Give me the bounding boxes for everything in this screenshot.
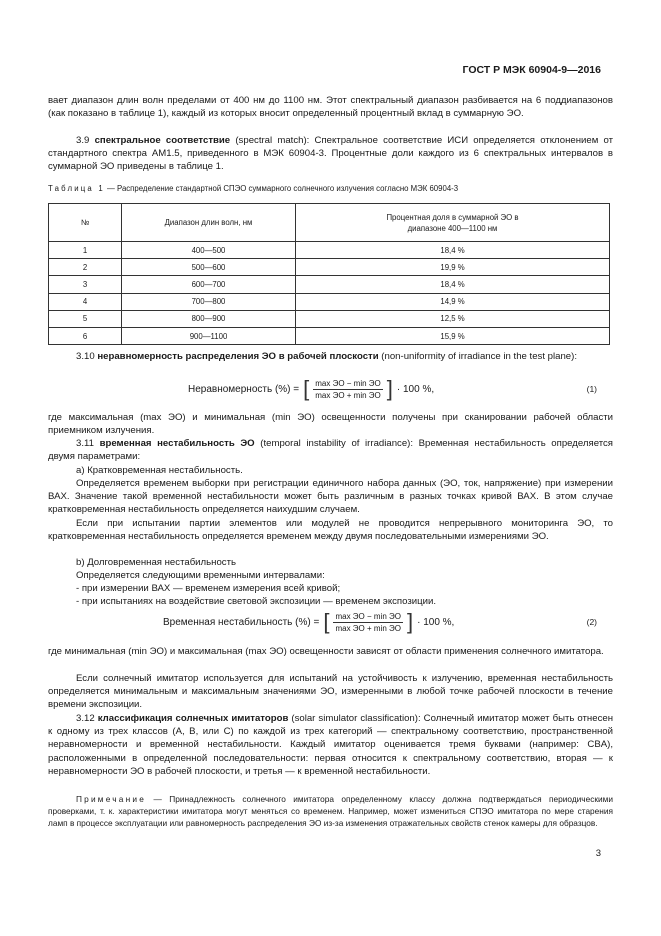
cell-number: 6	[49, 327, 122, 344]
bracket-left: [	[303, 376, 310, 401]
paragraph-3-10	[48, 350, 613, 363]
clause-text: (spectral match): Спектральное соответствие ИСИ определяется отклонением от стандартного спектра AM1.5, приведенного в МЭК 60904-3. Процентные доли каждого из 6 спектральных интервалов в суммарной ЭО приведены в таблице 1.	[48, 135, 614, 173]
bracket-right: ]	[406, 609, 414, 634]
paragraph-short-term-batch: Если при испытании партии элементов или модулей не проводится непрерывного мониторинга ЭО, то кратковременная нестабильность определяется временем между двумя последовательными измерениями ЭО.	[48, 518, 613, 543]
cell-range: 400—500	[122, 242, 296, 259]
table-header-row	[49, 204, 610, 242]
cell-number: 3	[49, 276, 122, 293]
bracket-left: [	[323, 609, 330, 634]
cell-range: 900—1100	[122, 327, 296, 344]
cell-percent: 15,9 %	[296, 327, 610, 344]
note-label: Примечание	[76, 794, 147, 804]
table-row	[49, 259, 610, 276]
fraction	[313, 379, 383, 400]
equation-number-1: (1)	[586, 384, 597, 394]
cell-range: 800—900	[122, 310, 296, 327]
table-caption	[48, 184, 618, 193]
term-classification: классификация солнечных имитаторов	[97, 713, 289, 724]
table-caption-text: — Распределение стандартной СПЭО суммарного солнечного излучения согласно МЭК 60904-3	[104, 184, 459, 193]
paragraph-long-term: b) Долговременная нестабильность	[76, 557, 236, 568]
header-percentage	[296, 204, 610, 242]
header-percentage-text: Процентная доля в суммарной ЭО в диапазоне 400—1100 нм	[386, 212, 519, 233]
paragraph-short-term-desc: Определяется временем выборки при регистрации единичного набора данных (ЭО, ток, напряжение) при измерении ВАХ. Значение такой временной нестабильности может быть различным в разных точках кривой ВАХ. В этом случае кратковременная нестабильность определяется наихудшим случаем.	[48, 478, 613, 516]
term-temporal-instability: временная нестабильность ЭО	[99, 438, 255, 449]
numerator: max ЭО − min ЭО	[315, 378, 381, 388]
cell-number: 2	[49, 259, 122, 276]
formula-lhs: Неравномерность (%) =	[188, 383, 300, 395]
clause-text: (temporal instability of irradiance): Временная нестабильность определяется двумя параметрами:	[48, 438, 613, 463]
cell-percent: 14,9 %	[296, 293, 610, 310]
denominator: max ЭО + min ЭО	[315, 390, 381, 400]
clause-number: 3.9	[76, 135, 90, 146]
term-non-uniformity: неравномерность распределения ЭО в рабочей плоскости	[97, 351, 379, 362]
paragraph-intro: вает диапазон длин волн пределами от 400 нм до 1100 нм. Этот спектральный диапазон разбивается на 6 поддиапазонов (как показано в таблице 1), каждый из которых вносит определенный процентный вклад в суммарную ЭО.	[48, 95, 613, 120]
cell-percent: 19,9 %	[296, 259, 610, 276]
formula-2	[163, 611, 454, 633]
cell-percent: 18,4 %	[296, 276, 610, 293]
clause-number: 3.11	[76, 438, 94, 449]
term-spectral-match: спектральное соответствие	[94, 135, 231, 146]
list-item: - при испытаниях на воздействие световой экспозиции — временем экспозиции.	[76, 596, 436, 607]
table-row	[49, 310, 610, 327]
cell-number: 4	[49, 293, 122, 310]
formula-1	[188, 378, 434, 400]
paragraph-where-2: где минимальная (min ЭО) и максимальная (max ЭО) освещенности зависят от области применения солнечного имитатора.	[48, 646, 604, 657]
header-number: №	[49, 204, 122, 242]
paragraph-intervals: Определяется следующими временными интервалами:	[76, 570, 325, 581]
fraction	[333, 612, 403, 633]
paragraph-radiation-test: Если солнечный имитатор используется для испытаний на устойчивость к излучению, временная нестабильность определяется минимальным и максимальным значениями ЭО, измеренными в любой точке рабочей плоскости в течение времени экспозиции.	[48, 673, 613, 711]
cell-percent: 18,4 %	[296, 242, 610, 259]
paragraph-3-11	[48, 437, 613, 463]
header-wavelength: Диапазон длин волн, нм	[122, 204, 296, 242]
list-item: - при измерении ВАХ — временем измерения всей кривой;	[76, 583, 341, 594]
clause-number: 3.10	[76, 351, 95, 362]
table-caption-label: Таблица 1	[48, 184, 105, 193]
cell-number: 1	[49, 242, 122, 259]
numerator: max ЭО − min ЭО	[335, 611, 401, 621]
cell-percent: 12,5 %	[296, 310, 610, 327]
clause-number: 3.12	[76, 713, 95, 724]
table-row	[49, 327, 610, 344]
table-row	[49, 242, 610, 259]
paragraph-short-term: а) Кратковременная нестабильность.	[76, 465, 243, 476]
note-text: — Принадлежность солнечного имитатора определенному классу должна подтверждаться периодическими проверками, т. к. характеристики имитатора могут меняться со временем. Например, может измениться СПЭО имитатора по мере старения ламп в процессе эксплуатации или равномерность распределения ЭО из-за изменения отражательных свойств стенок камеры для образцов.	[48, 794, 613, 828]
cell-number: 5	[49, 310, 122, 327]
clause-text: (solar simulator classification): Солнечный имитатор может быть отнесен к одному из трех классов (A, B, или C) по каждой из трех категорий — спектральному соответствию, пространственной неравномерности и временной нестабильности. Каждый имитатор оценивается тремя буквами (например: CBA), расположенными в определенной последовательности: первая относится к спектральному соответствию, вторая — к неравномерности ЭО в рабочей плоскости, и третья — к временной нестабильности.	[48, 713, 613, 777]
denominator: max ЭО + min ЭО	[335, 623, 401, 633]
note	[48, 794, 613, 829]
paragraph-3-12	[48, 712, 613, 778]
spectral-distribution-table	[48, 203, 610, 345]
cell-range: 700—800	[122, 293, 296, 310]
formula-lhs: Временная нестабильность (%) =	[163, 616, 320, 628]
cell-range: 600—700	[122, 276, 296, 293]
paragraph-where-1: где максимальная (max ЭО) и минимальная (min ЭО) освещенности получены при сканировании рабочей области приемником излучения.	[48, 412, 613, 437]
page-number: 3	[595, 848, 601, 859]
document-header: ГОСТ Р МЭК 60904-9—2016	[462, 64, 601, 76]
paragraph-3-9	[48, 134, 613, 174]
formula-rhs: · 100 %,	[396, 383, 435, 395]
bracket-right: ]	[386, 376, 393, 401]
table-row	[49, 293, 610, 310]
cell-range: 500—600	[122, 259, 296, 276]
equation-number-2: (2)	[586, 617, 597, 627]
formula-rhs: · 100 %,	[417, 616, 455, 628]
clause-text: (non-uniformity of irradiance in the test plane):	[378, 351, 578, 362]
table-row	[49, 276, 610, 293]
